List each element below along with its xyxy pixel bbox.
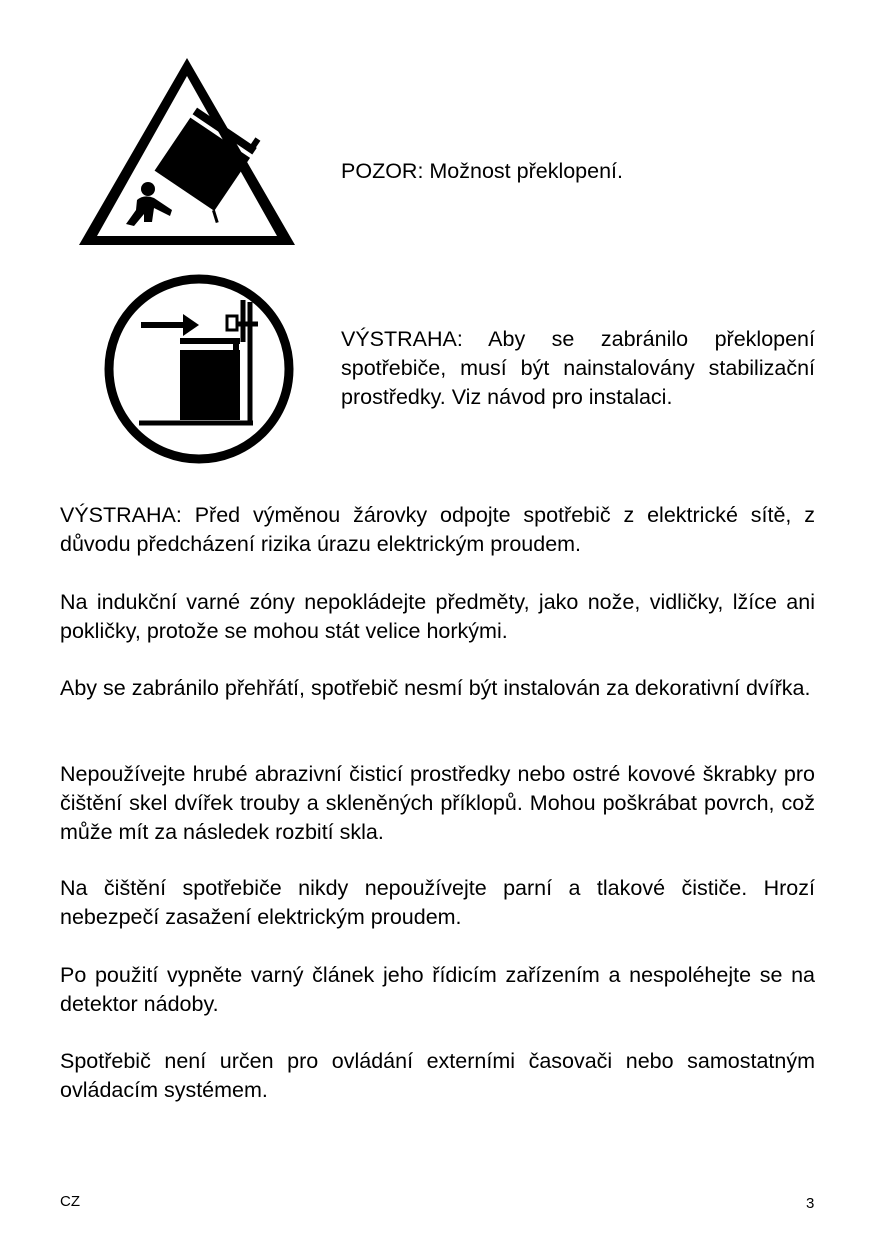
stabilizer-required-icon [103,272,295,466]
paragraph-steam-cleaners: Na čištění spotřebiče nikdy nepoužívejte parní a tlakové čističe. Hrozí nebezpečí zasažení elektrickým proudem. [60,876,815,929]
paragraph-overheating: Aby se zabránilo přehřátí, spotřebič nesmí být instalován za dekorativní dvířka. [60,676,811,700]
paragraph-external-timers: Spotřebič není určen pro ovládání externími časovači nebo samostatným ovládacím systémem. [60,1049,815,1102]
paragraph-switch-off: Po použití vypněte varný článek jeho řídicím zařízením a nespoléhejte se na detektor nádoby. [60,963,815,1016]
paragraph-induction-zones: Na indukční varné zóny nepokládejte předměty, jako nože, vidličky, lžíce ani pokličky, protože se mohou stát velice horkými. [60,590,815,643]
paragraph-bulb-replacement: VÝSTRAHA: Před výměnou žárovky odpojte spotřebič z elektrické sítě, z důvodu předcházení rizika úrazu elektrickým proudem. [60,503,815,556]
tip-over-warning-text: POZOR: Možnost překlopení. [341,159,623,183]
footer-language: CZ [60,1193,80,1210]
stabilizer-warning-text: VÝSTRAHA: Aby se zabránilo překlopení spotřebiče, musí být nainstalovány stabilizační prostředky. Viz návod pro instalaci. [341,327,815,409]
paragraph-abrasive-cleaners: Nepoužívejte hrubé abrazivní čisticí prostředky nebo ostré kovové škrabky pro čištění skel dvířek trouby a skleněných příklopů. Mohou poškrábat povrch, což může mít za následek rozbití skla. [60,762,815,844]
page-number: 3 [806,1195,815,1212]
tip-over-warning-icon [74,52,300,250]
